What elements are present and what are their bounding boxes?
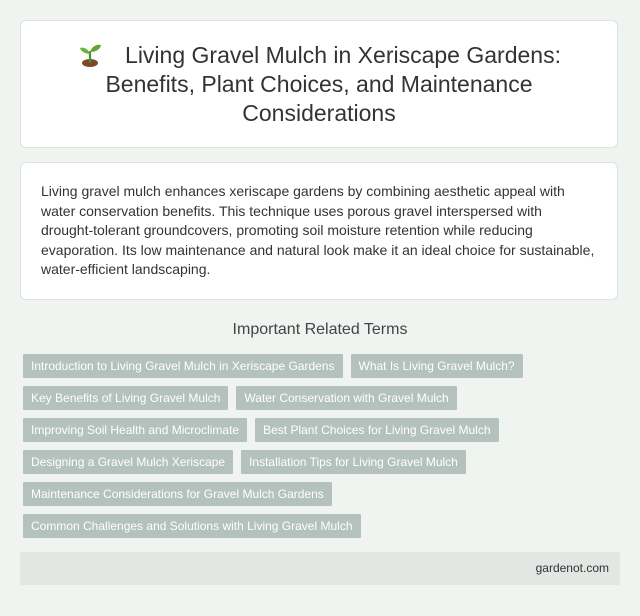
related-term-tag[interactable]: Designing a Gravel Mulch Xeriscape — [23, 450, 233, 474]
related-term-tag[interactable]: Installation Tips for Living Gravel Mulch — [241, 450, 466, 474]
tag-row — [23, 354, 623, 378]
page-title-text: Living Gravel Mulch in Xeriscape Gardens: Benefits, Plant Choices, and Maintenance Considerations — [105, 41, 561, 126]
tag-row — [23, 386, 623, 410]
footer-site-link[interactable]: gardenot.com — [535, 561, 609, 575]
related-term-tag[interactable]: Improving Soil Health and Microclimate — [23, 418, 247, 442]
related-term-tag[interactable]: Introduction to Living Gravel Mulch in Xeriscape Gardens — [23, 354, 343, 378]
related-terms-heading: Important Related Terms — [232, 321, 408, 338]
footer — [20, 552, 620, 585]
summary-text: Living gravel mulch enhances xeriscape gardens by combining aesthetic appeal with water conservation benefits. This technique uses porous gravel interspersed with drought-tolerant groundcovers, promoting soil moisture retention while reducing evaporation. Its low maintenance and natural look make it an ideal choice for sustainable, water-efficient landscaping. — [41, 183, 595, 278]
sprout-icon — [77, 41, 103, 67]
tag-row — [23, 418, 623, 442]
related-term-tag[interactable]: What Is Living Gravel Mulch? — [351, 354, 523, 378]
related-term-tag[interactable]: Maintenance Considerations for Gravel Mulch Gardens — [23, 482, 332, 506]
related-terms-list — [23, 354, 623, 546]
related-term-tag[interactable]: Key Benefits of Living Gravel Mulch — [23, 386, 228, 410]
page-title — [51, 41, 587, 128]
tag-row — [23, 514, 623, 538]
related-term-tag[interactable]: Common Challenges and Solutions with Living Gravel Mulch — [23, 514, 361, 538]
tag-row — [23, 482, 623, 506]
related-term-tag[interactable]: Water Conservation with Gravel Mulch — [236, 386, 456, 410]
title-card — [20, 20, 618, 148]
tag-row — [23, 450, 623, 474]
related-term-tag[interactable]: Best Plant Choices for Living Gravel Mulch — [255, 418, 498, 442]
summary-card — [20, 162, 618, 300]
